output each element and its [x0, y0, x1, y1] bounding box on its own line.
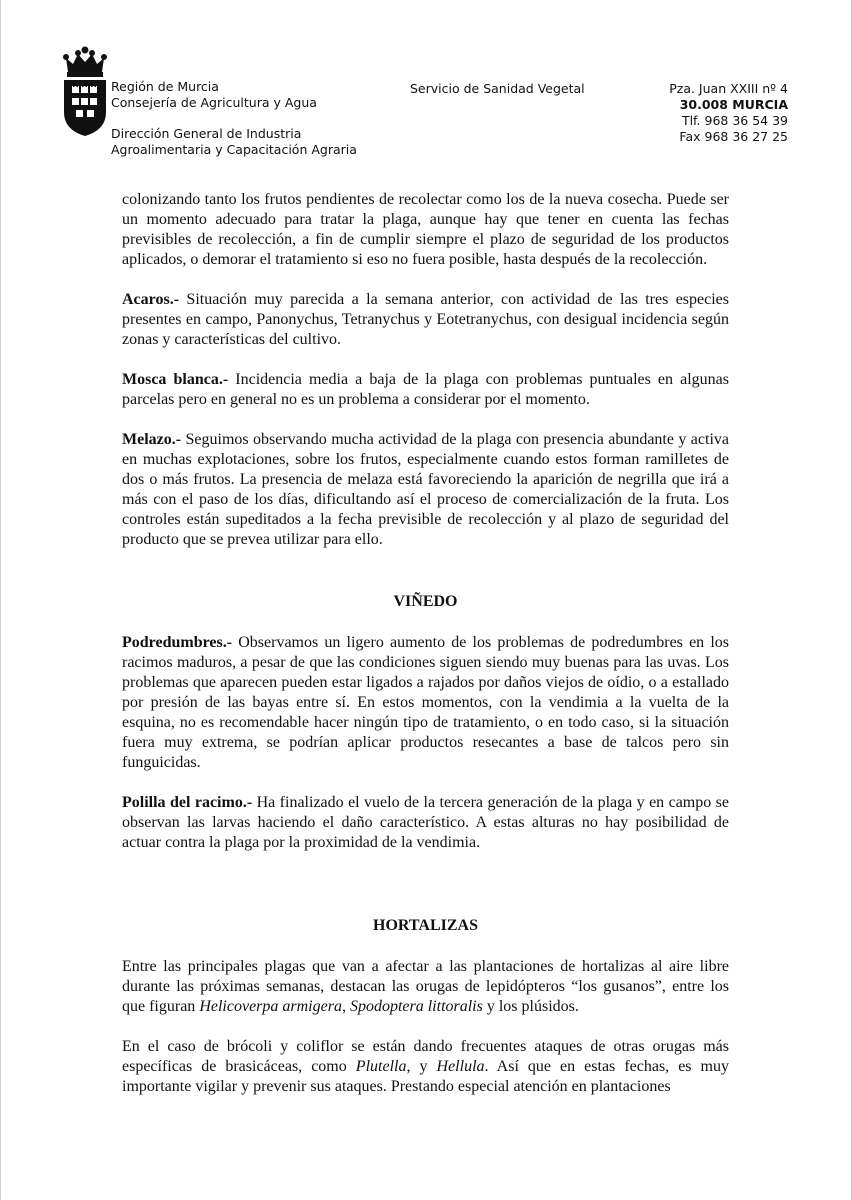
acaros-text: Situación muy parecida a la semana anterior, con actividad de las tres especies presentes en campo, Panonychus, Tetranychus y Eotetranychus, con desigual incidencia según zonas y características del cultivo.	[122, 291, 729, 348]
letterhead	[0, 0, 852, 175]
mosca-blanca-heading: Mosca blanca.-	[122, 371, 229, 388]
species-helicoverpa: Helicoverpa armigera	[199, 998, 342, 1015]
hort-p2-text-b: , y	[406, 1058, 437, 1075]
podredumbres-paragraph	[122, 633, 729, 773]
hort-p1-text-a: Entre las principales plagas que van a afectar a las plantaciones de hortalizas al aire libre durante las próximas semanas, destacan las orugas de lepidópteros “los gusanos”, entre los que figuran	[122, 958, 729, 1015]
melazo-heading: Melazo.-	[122, 431, 182, 448]
department-name	[111, 126, 357, 158]
melazo-paragraph	[122, 430, 729, 550]
hortalizas-paragraph-2	[122, 1037, 729, 1097]
intro-paragraph: colonizando tanto los frutos pendientes de recolectar como los de la nueva cosecha. Puede ser un momento adecuado para tratar la plaga, aunque hay que tener en cuenta las fechas previsibles de recolección, a fin de cumplir siempre el plazo de seguridad de los productos aplicados, o demorar el tratamiento si eso no fuera posible, hasta después de la recolección.	[122, 191, 729, 268]
phone-number: Tlf. 968 36 54 39	[681, 113, 788, 128]
fax-number: Fax 968 36 27 25	[679, 129, 788, 144]
contact-block	[669, 81, 788, 145]
podredumbres-text: Observamos un ligero aumento de los problemas de podredumbres en los racimos maduros, a pesar de que las condiciones siguen siendo muy buenas para las uvas. Los problemas que aparecen pueden estar ligados a rajados por daños viejos de oídio, o a estallado por presión de las bayas entre sí. En estos momentos, con la vendimia a la vuelta de la esquina, no es recomendable hacer ningún tipo de tratamiento, o en todo caso, si la situación fuera muy extrema, se podrían aplicar productos resecantes a base de talcos pero sin funguicidas.	[122, 634, 729, 771]
mosca-blanca-text: Incidencia media a baja de la plaga con problemas puntuales en algunas parcelas pero en general no es un problema a considerar por el momento.	[122, 371, 729, 408]
polilla-paragraph	[122, 793, 729, 853]
hort-p1-text-b: ,	[341, 998, 350, 1015]
acaros-heading: Acaros.-	[122, 291, 180, 308]
address-line-2: 30.008 MURCIA	[679, 97, 788, 112]
podredumbres-heading: Podredumbres.-	[122, 634, 233, 651]
polilla-heading: Polilla del racimo.-	[122, 794, 253, 811]
hort-p1-text-c: y los plúsidos.	[482, 998, 579, 1015]
species-plutella: Plutella	[355, 1058, 407, 1075]
dept-line-2: Agroalimentaria y Capacitación Agraria	[111, 142, 357, 157]
polilla-text: Ha finalizado el vuelo de la tercera generación de la plaga y en campo se observan las larvas haciendo el daño característico. A estas alturas no hay posibilidad de actuar contra la plaga por la proximidad de la vendimia.	[122, 794, 729, 851]
organization-name	[111, 79, 317, 111]
mosca-blanca-paragraph	[122, 370, 729, 410]
species-spodoptera: Spodoptera littoralis	[349, 998, 483, 1015]
address-line-1: Pza. Juan XXIII nº 4	[669, 81, 788, 96]
acaros-paragraph	[122, 290, 729, 350]
document-body	[122, 190, 729, 1097]
section-title-hortalizas: HORTALIZAS	[373, 917, 478, 934]
dept-line-1: Dirección General de Industria	[111, 126, 302, 141]
species-hellula: Hellula	[436, 1058, 485, 1075]
section-title-vinedo: VIÑEDO	[393, 593, 458, 610]
hort-p2-text-a: En el caso de brócoli y coliflor se están dando frecuentes ataques de otras orugas más específicas de brasicáceas, como	[122, 1038, 729, 1075]
hortalizas-paragraph-1	[122, 957, 729, 1017]
service-name: Servicio de Sanidad Vegetal	[410, 81, 585, 96]
org-line-1: Región de Murcia	[111, 79, 219, 94]
coat-of-arms-icon	[60, 46, 110, 138]
org-line-2: Consejería de Agricultura y Agua	[111, 95, 317, 110]
hort-p2-text-c: . Así que en estas fechas, es muy importante vigilar y prevenir sus ataques. Prestando especial atención en plantaciones	[122, 1058, 730, 1095]
melazo-text: Seguimos observando mucha actividad de la plaga con presencia abundante y activa en muchas explotaciones, sobre los frutos, especialmente cuando estos forman ramilletes de dos o más frutos. La presencia de melaza está favoreciendo la aparición de negrilla que irá a más con el paso de los días, dificultando así el proceso de comercialización de la fruta. Los controles están supeditados a la fecha previsible de recolección y al plazo de seguridad del producto que se prevea utilizar para ello.	[122, 431, 729, 548]
